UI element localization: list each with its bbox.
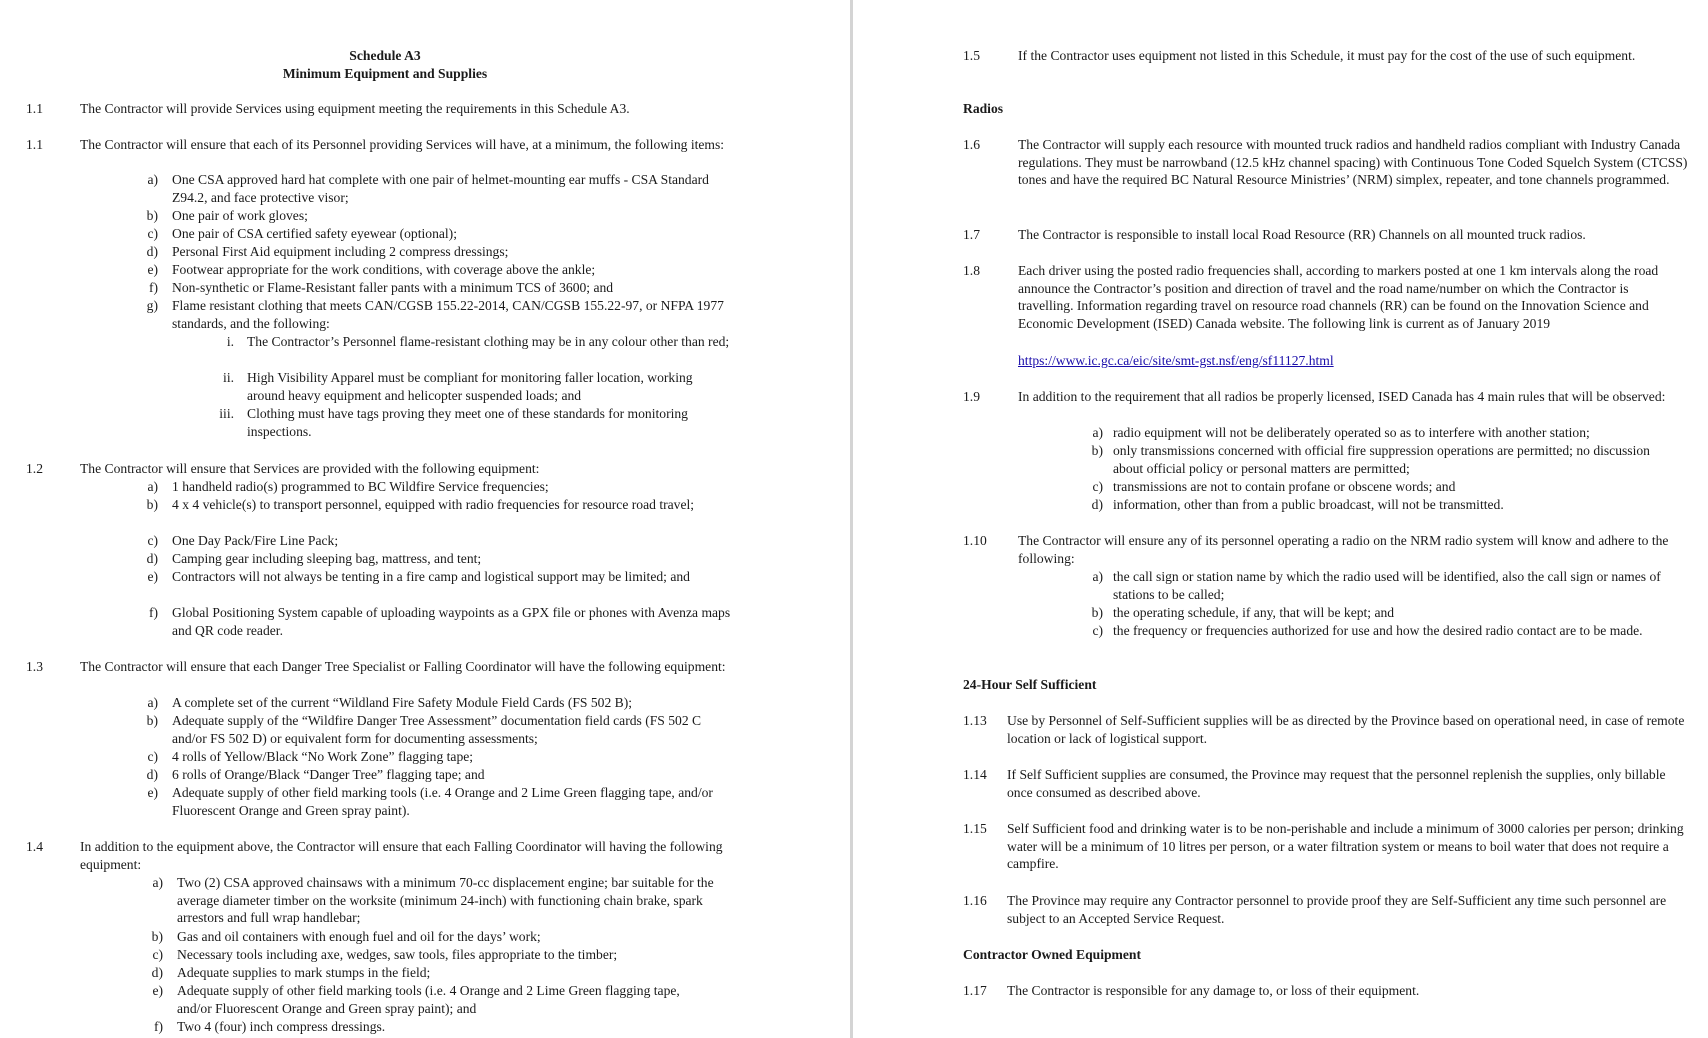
left-page: Schedule A3 Minimum Equipment and Supplies 1.1 The Contractor will provide Services using equipment meeting the requirements in this Schedule A3. 1.1 The Contractor will ensure that each of its Personnel providing Services will have, at a minimum, the following items: a) One CSA approved hard hat complete with one pair of helmet-mounting ear muffs - CSA Standard Z94.2, and face protective visor; b) One pair of work gloves; c) One pair of CSA certified safety eyewear (optional); d) Personal First Aid equipment including 2 compress dressings; e) Footwear appropriate for the work conditions, with coverage above the ankle; f) Non-synthetic or Flame-Resistant faller pants with a minimum TCS of 3600; and g) Flame resistant clothing that meets CAN/CGSB 155.22-2014, CAN/CGSB 155.22-97, or NFPA 1977 standards, and the following: i. The Contractor’s Personnel flame-resistant clothing may be in any colour other than red; ii. High Visibility Apparel must be compliant for monitoring faller location, working around heavy equipment and helicopter suspended loads; and iii. Clothing must have tags proving they meet one of these standards for monitoring inspections. 1.2 The Contractor will ensure that Services are provided with the following equipment: a) 1 handheld radio(s) programmed to BC Wildfire Service frequencies; b) 4 x 4 vehicle(s) to transport personnel, equipped with radio frequencies for resource road travel; c) One Day Pack/Fire Line Pack; d) Camping gear including sleeping bag, mattress, and tent; e) Contractors will not always be tenting in a fire camp and logistical support may be limited; and f) Global Positioning System capable of uploading waypoints as a GPX file or phones with Avenza maps and QR code reader. 1.3 The Contractor will ensure that each Danger Tree Specialist or Falling Coordinator will have the following equipment: a) A complete set of the current “Wildland Fire Safety Module Field Cards (FS 502 B); b) Adequate supply of the “Wildfire Danger Tree Assessment” documentation field cards (FS 502 C and/or FS 502 D) or equivalent form for documenting assessments; c) 4 rolls of Yellow/Black “No Work Zone” flagging tape; d) 6 rolls of Orange/Black “Danger Tree” flagging tape; and e) Adequate supply of other field marking tools (i.e. 4 Orange and 2 Lime Green flagging tape, and/or Fluorescent Orange and Green spray paint). 1.4 In addition to the equipment above, the Contractor will ensure that each Falling Coordinator will having the following equipment: a) Two (2) CSA approved chainsaws with a minimum 70-cc displacement engine; bar suitable for the average diameter timber on the worksite (minimum 24-inch) with functioning chain brake, spark arrestors and full wrap handlebar; b) Gas and oil containers with enough fuel and oil for the days’ work; c) Necessary tools including axe, wedges, saw tools, files appropriate to the timber; d) Adequate supplies to mark stumps in the field; e) Adequate supply of other field marking tools (i.e. 4 Orange and 2 Lime Green flagging tape, and/or Fluorescent Orange and Green spray paint); and f) Two 4 (four) inch compress dressings. <box>0 0 850 1038</box>
section-text: The Contractor will ensure that each of its Personnel providing Services will have, at a minimum, the following items: <box>80 137 725 152</box>
section-number: 1.5 <box>963 48 980 63</box>
section-number: 1.1 <box>26 137 43 152</box>
section-number: 1.3 <box>26 659 43 674</box>
section-number: 1.8 <box>963 263 980 278</box>
section-text: If Self Sufficient supplies are consumed, the Province may request that the personnel replenish the supplies, only billable once consumed as described above. <box>1007 767 1666 800</box>
heading-contractor-owned: Contractor Owned Equipment <box>963 947 1141 962</box>
right-page: 1.5 If the Contractor uses equipment not listed in this Schedule, it must pay for the cost of the use of such equipment. Radios 1.6 The Contractor will supply each resource with mounted truck radios and handheld radios compliant with Industry Canada regulations. They must be narrowband (12.5 kHz channel spacing) with Continuous Tone Coded Squelch System (CTCSS) tones and have the required BC Natural Resource Ministries’ (NRM) simplex, repeater, and tone channels programmed. 1.7 The Contractor is responsible to install local Road Resource (RR) Channels on all mounted truck radios. 1.8 Each driver using the posted radio frequencies shall, according to markers posted at one 1 km intervals along the road announce the Contractor’s position and direction of travel and the road name/number on which the Contractor is travelling. Information regarding travel on resource road channels (RR) can be found on the Innovation Science and Economic Development (ISED) Canada website. The following link is current as of January 2019 https://www.ic.gc.ca/eic/site/smt-gst.nsf/eng/sf11127.html 1.9 In addition to the requirement that all radios be properly licensed, ISED Canada has 4 main rules that will be observed: a) radio equipment will not be deliberately operated so as to interfere with another station; b) only transmissions concerned with official fire suppression operations are permitted; no discussion about official policy or personal matters are permitted; c) transmissions are not to contain profane or obscene words; and d) information, other than from a public broadcast, will not be transmitted. 1.10 The Contractor will ensure any of its personnel operating a radio on the NRM radio system will know and adhere to the following: a) the call sign or station name by which the radio used will be identified, also the call sign or names of stations to be called; b) the operating schedule, if any, that will be kept; and c) the frequency or frequencies authorized for use and how the desired radio contact are to be made. 24-Hour Self Sufficient 1.13 Use by Personnel of Self-Sufficient supplies will be as directed by the Province based on operational need, in case of remote location or lack of logistical support. 1.14 If Self Sufficient supplies are consumed, the Province may request that the personnel replenish the supplies, only billable once consumed as described above. 1.15 Self Sufficient food and drinking water is to be non-perishable and include a minimum of 3000 calories per person; drinking water will be a minimum of 10 litres per person, or a water filtration system or means to boil water that does not require a campfire. 1.16 The Province may require any Contractor personnel to provide proof they are Self-Sufficient any time such personnel are subject to an Accepted Service Request. Contractor Owned Equipment 1.17 The Contractor is responsible for any damage to, or loss of their equipment. <box>853 0 1708 1038</box>
section-number: 1.2 <box>26 461 43 476</box>
heading-self-sufficient: 24-Hour Self Sufficient <box>963 677 1097 692</box>
section-text: Self Sufficient food and drinking water is to be non-perishable and include a minimum of 3000 calories per person; drinking water will be a minimum of 10 litres per person, or a water filtration system or means to boil water that does not require a campfire. <box>1007 821 1684 872</box>
section-text: In addition to the equipment above, the Contractor will ensure that each Falling Coordinator will having the following equipment: <box>80 839 723 872</box>
section-text: The Contractor will supply each resource with mounted truck radios and handheld radios compliant with Industry Canada regulations. They must be narrowband (12.5 kHz channel spacing) with Continuous Tone Coded Squelch System (CTCSS) tones and have the required BC Natural Resource Ministries’ (NRM) simplex, repeater, and tone channels programmed. <box>1018 137 1688 188</box>
section-number: 1.14 <box>963 767 987 782</box>
section-number: 1.13 <box>963 713 987 728</box>
section-text: The Contractor will ensure that Services are provided with the following equipment: <box>80 461 540 476</box>
section-number: 1.9 <box>963 389 980 404</box>
section-text: The Contractor will ensure any of its personnel operating a radio on the NRM radio system will know and adhere to the following: <box>1018 533 1669 566</box>
heading-radios: Radios <box>963 101 1004 116</box>
section-number: 1.15 <box>963 821 987 836</box>
section-text: In addition to the requirement that all radios be properly licensed, ISED Canada has 4 main rules that will be observed: <box>1018 389 1666 404</box>
schedule-title: Schedule A3 <box>349 48 421 63</box>
section-number: 1.17 <box>963 983 987 998</box>
section-text: The Contractor will ensure that each Danger Tree Specialist or Falling Coordinator will have the following equipment: <box>80 659 726 674</box>
section-number: 1.1 <box>26 101 43 116</box>
section-number: 1.6 <box>963 137 980 152</box>
section-number: 1.10 <box>963 533 987 548</box>
section-text: Each driver using the posted radio frequencies shall, according to markers posted at one 1 km intervals along the road announce the Contractor’s position and direction of travel and the road name/number on which the Contractor is travelling. Information regarding travel on resource road channels (RR) can be found on the Innovation Science and Economic Development (ISED) Canada website. The following link is current as of January 2019 <box>1018 263 1659 331</box>
section-number: 1.7 <box>963 227 980 242</box>
section-text: If the Contractor uses equipment not listed in this Schedule, it must pay for the cost of the use of such equipment. <box>1018 48 1636 63</box>
section-text: The Contractor will provide Services using equipment meeting the requirements in this Schedule A3. <box>80 101 630 116</box>
section-text: The Province may require any Contractor personnel to provide proof they are Self-Sufficient any time such personnel are subject to an Accepted Service Request. <box>1007 893 1667 926</box>
section-text: The Contractor is responsible to install local Road Resource (RR) Channels on all mounted truck radios. <box>1018 227 1586 242</box>
ised-link[interactable]: https://www.ic.gc.ca/eic/site/smt-gst.nsf/eng/sf11127.html <box>1018 353 1334 368</box>
section-number: 1.16 <box>963 893 987 908</box>
section-text: Use by Personnel of Self-Sufficient supplies will be as directed by the Province based on operational need, in case of remote location or lack of logistical support. <box>1007 713 1685 746</box>
section-number: 1.4 <box>26 839 43 854</box>
schedule-subtitle: Minimum Equipment and Supplies <box>282 66 488 81</box>
section-text: The Contractor is responsible for any damage to, or loss of their equipment. <box>1007 983 1420 998</box>
